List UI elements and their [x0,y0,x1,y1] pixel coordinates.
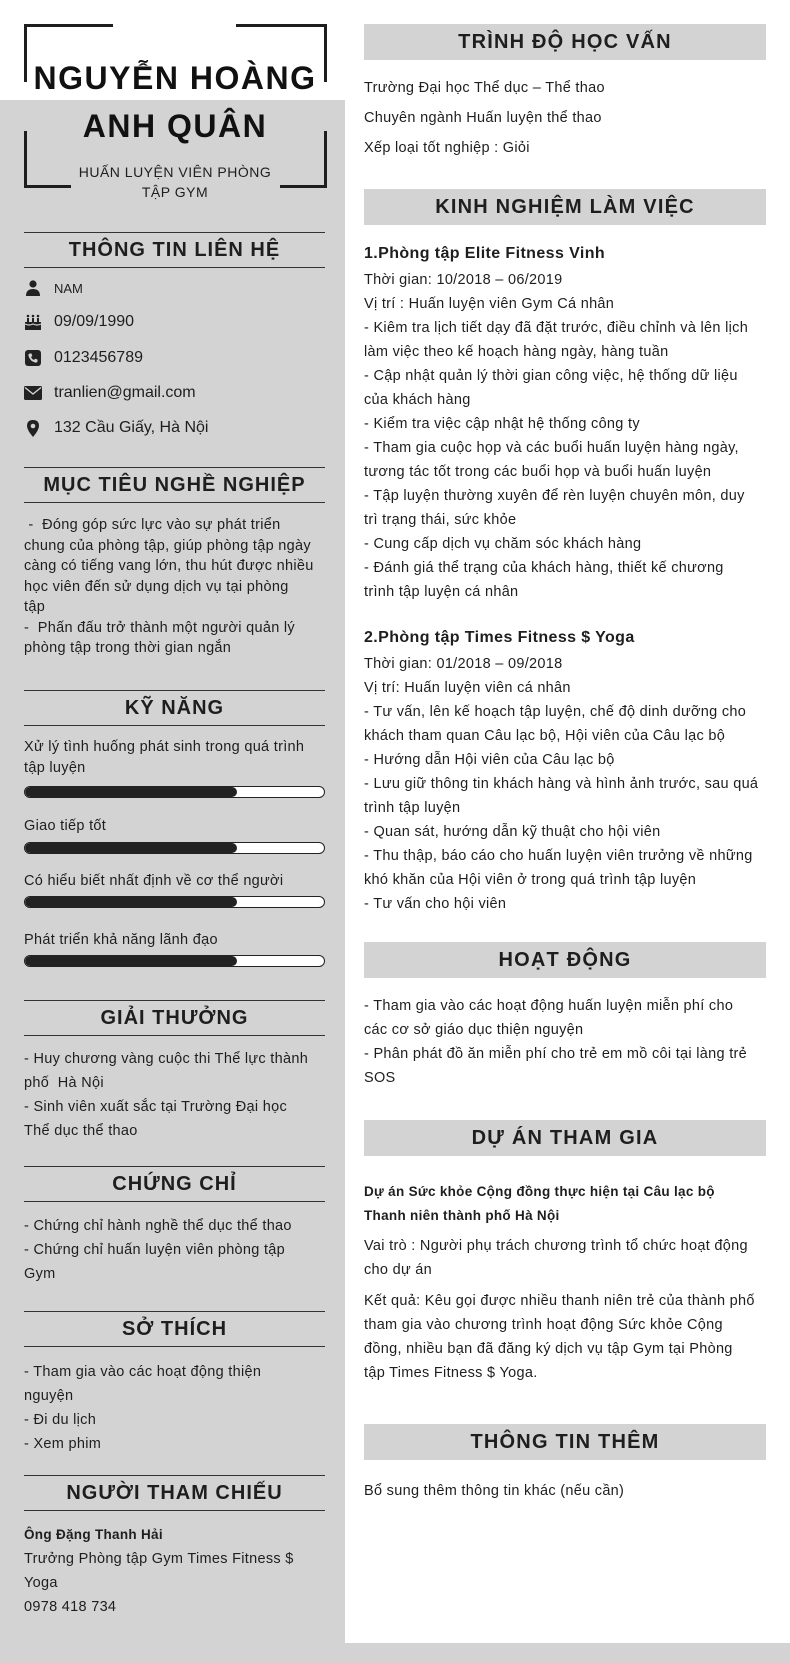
project-result-line: đồng, nhiều bạn đã đăng ký dịch vụ tập Gym tại Phòng [364,1341,733,1357]
skill-level-fill [25,956,237,966]
contact-address-row [24,416,208,440]
project-name-line: Thanh niên thành phố Hà Nội [364,1208,560,1223]
role-line-1: HUẤN LUYỆN VIÊN PHÒNG [78,164,272,180]
skill-level-bar [24,896,325,908]
activities-line: các cơ sở giáo dục thiện nguyện [364,1022,584,1038]
job-line: - Cập nhật quản lý thời gian công việc, hệ thống dữ liệu [364,368,738,384]
awards-line: Thể dục thể thao [24,1123,138,1139]
job-line: - Đánh giá thể trạng của khách hàng, thiết kế chương [364,560,724,576]
reference-line: Yoga [24,1575,58,1591]
skill-label-line: tập luyện [24,760,86,776]
location-pin-icon [24,419,42,437]
job-line: Vị trí: Huấn luyện viên cá nhân [364,680,571,696]
job-line: khó khăn của Hội viên ở trong quá trình tập luyện [364,872,697,888]
hobbies-line: nguyện [24,1388,74,1404]
phone-icon [24,349,42,367]
activities-line: - Tham gia vào các hoạt động huấn luyện miễn phí cho [364,998,734,1014]
hobbies-line: - Đi du lịch [24,1412,97,1428]
contact-address: 132 Cầu Giấy, Hà Nội [54,419,209,436]
job-line: tương tác tốt trong các buổi họp và buổi huấn luyện [364,464,712,480]
activities-text [364,994,779,1090]
project-result-line: Kết quả: Kêu gọi được nhiều thanh niên trẻ của thành phố [364,1293,755,1309]
objective-line: tập [24,599,46,615]
job-line: Thời gian: 10/2018 – 06/2019 [364,272,563,288]
project-result-line: tập Times Fitness $ Yoga. [364,1365,538,1381]
experience-section-title: KINH NGHIỆM LÀM VIỆC [364,189,766,225]
project-role [364,1234,779,1282]
extra-text: Bổ sung thêm thông tin khác (nếu cần) [364,1483,625,1499]
awards-text [24,1047,334,1143]
education-section-title: TRÌNH ĐỘ HỌC VẤN [364,24,766,60]
project-role-line: Vai trò : Người phụ trách chương trình tổ chức hoạt động [364,1238,748,1254]
skill-label-line: Xử lý tình huống phát sinh trong quá trình [24,739,305,755]
person-icon [24,279,42,297]
activities-line: - Phân phát đồ ăn miễn phí cho trẻ em mồ côi tại làng trẻ [364,1046,748,1062]
project-role-line: cho dự án [364,1262,433,1278]
education-line: Chuyên ngành Huấn luyện thể thao [364,110,602,126]
hobbies-text [24,1360,334,1456]
contact-section-title: THÔNG TIN LIÊN HỆ [24,232,325,268]
objective-line: - Đóng góp sức lực vào sự phát triển [24,517,281,533]
job-heading: 2.Phòng tập Times Fitness $ Yoga [364,629,635,646]
objective-line: càng có tiếng vang lớn, thu hút được nhiều [24,558,314,574]
activities-line: SOS [364,1070,396,1086]
job-line: Vị trí : Huấn luyện viên Gym Cá nhân [364,296,615,312]
activities-section-title: HOẠT ĐỘNG [364,942,766,978]
job-line: - Thu thập, báo cáo cho huấn luyện viên trưởng về những [364,848,753,864]
awards-line: - Huy chương vàng cuộc thi Thể lực thành [24,1051,309,1067]
education-text [364,73,774,163]
awards-line: - Sinh viên xuất sắc tại Trường Đại học [24,1099,288,1115]
objective-line: học viên đến sử dụng dịch vụ tại phòng [24,578,289,595]
job-line: làm việc theo kế hoạch hàng ngày, hàng tuần [364,344,669,360]
job-line: - Tư vấn, lên kế hoạch tập luyện, chế độ dinh dưỡng cho [364,704,747,720]
skill-label: Có hiểu biết nhất định về cơ thể người [24,873,284,889]
awards-line: phố Hà Nội [24,1075,104,1091]
job-line: - Tư vấn cho hội viên [364,896,507,912]
job-line: - Lưu giữ thông tin khách hàng và hình ảnh trước, sau quá [364,776,759,792]
projects-section-title: DỰ ÁN THAM GIA [364,1120,766,1156]
project-result-line: tham gia vào chương trình hoạt động Sức khỏe Cộng [364,1317,723,1333]
certificates-section-title: CHỨNG CHỈ [24,1166,325,1202]
job-heading: 1.Phòng tập Elite Fitness Vinh [364,245,606,262]
skill-label: Phát triển khả năng lãnh đạo [24,932,218,948]
project-result [364,1289,779,1385]
job-line: - Tham gia cuộc họp và các buổi huấn luyện hàng ngày, [364,440,739,456]
job-line: trình tập luyện [364,800,461,816]
hobbies-line: - Tham gia vào các hoạt động thiện [24,1364,262,1380]
skill-level-bar [24,955,325,967]
job-line: - Hướng dẫn Hội viên của Câu lạc bộ [364,752,615,768]
job-details [364,268,779,604]
skill-level-fill [25,897,237,907]
project-name-line: Dự án Sức khỏe Cộng đồng thực hiện tại Câu lạc bộ [364,1184,715,1199]
hobbies-section-title: SỞ THÍCH [24,1311,325,1347]
certificates-line: - Chứng chỉ huấn luyện viên phòng tập [24,1242,286,1258]
reference-name: Ông Đặng Thanh Hải [24,1527,163,1542]
job-line: - Kiêm tra lịch tiết dạy đã đặt trước, điều chỉnh và lên lịch [364,320,749,336]
name-line-1: NGUYỄN HOÀNG [33,60,317,96]
extra-section-title: THÔNG TIN THÊM [364,1424,766,1460]
skill-level-bar [24,842,325,854]
role-line-2: TẬP GYM [141,184,209,200]
job-line: - Tập luyện thường xuyên để rèn luyện chuyên môn, duy [364,488,745,504]
education-line: Trường Đại học Thể dục – Thể thao [364,80,605,96]
project-name [364,1180,779,1228]
job-details [364,652,779,916]
awards-section-title: GIẢI THƯỞNG [24,1000,325,1036]
education-line: Xếp loại tốt nghiệp : Giỏi [364,140,530,156]
reference-line: 0978 418 734 [24,1599,117,1615]
skill-label [24,737,334,779]
job-line: - Cung cấp dịch vụ chăm sóc khách hàng [364,536,642,552]
skill-level-fill [25,843,237,853]
objective-line: phòng tập trong thời gian ngắn [24,640,232,656]
objective-line: - Phấn đấu trở thành một người quản lý [24,619,295,636]
objective-section-title: MỤC TIÊU NGHỀ NGHIỆP [24,467,325,503]
email-icon [24,384,42,402]
job-line: của khách hàng [364,392,471,408]
skill-level-fill [25,787,237,797]
skill-label: Giao tiếp tốt [24,818,107,834]
references-section-title: NGƯỜI THAM CHIẾU [24,1475,325,1511]
skill-level-bar [24,786,325,798]
job-line: trì trạng thái, sức khỏe [364,512,517,528]
contact-gender: NAM [54,280,83,296]
contact-email: tranlien@gmail.com [54,384,196,401]
job-line: khách tham quan Câu lạc bộ, Hội viên của Câu lạc bộ [364,728,726,744]
skills-section-title: KỸ NĂNG [24,690,325,726]
job-line: - Quan sát, hướng dẫn kỹ thuật cho hội viên [364,824,661,840]
contact-phone: 0123456789 [54,349,143,366]
contact-gender-row [24,276,83,300]
hobbies-line: - Xem phim [24,1436,102,1452]
certificates-text [24,1214,334,1286]
job-line: Thời gian: 01/2018 – 09/2018 [364,656,563,672]
job-line: - Kiểm tra việc cập nhật hệ thống công ty [364,416,640,432]
job-line: trình tập luyện cá nhân [364,584,519,600]
birthday-cake-icon [24,313,42,331]
certificates-line: - Chứng chỉ hành nghề thể dục thể thao [24,1218,292,1234]
contact-email-row [24,381,196,405]
objective-text [24,515,334,659]
references-text [24,1523,334,1619]
contact-phone-row [24,346,143,370]
objective-line: chung của phòng tập, giúp phòng tập ngày [24,537,311,554]
contact-birthday: 09/09/1990 [54,313,135,330]
contact-birthday-row [24,310,134,334]
name-line-2: ANH QUÂN [82,108,268,144]
certificates-line: Gym [24,1266,56,1282]
reference-line: Trưởng Phòng tập Gym Times Fitness $ [24,1551,294,1567]
